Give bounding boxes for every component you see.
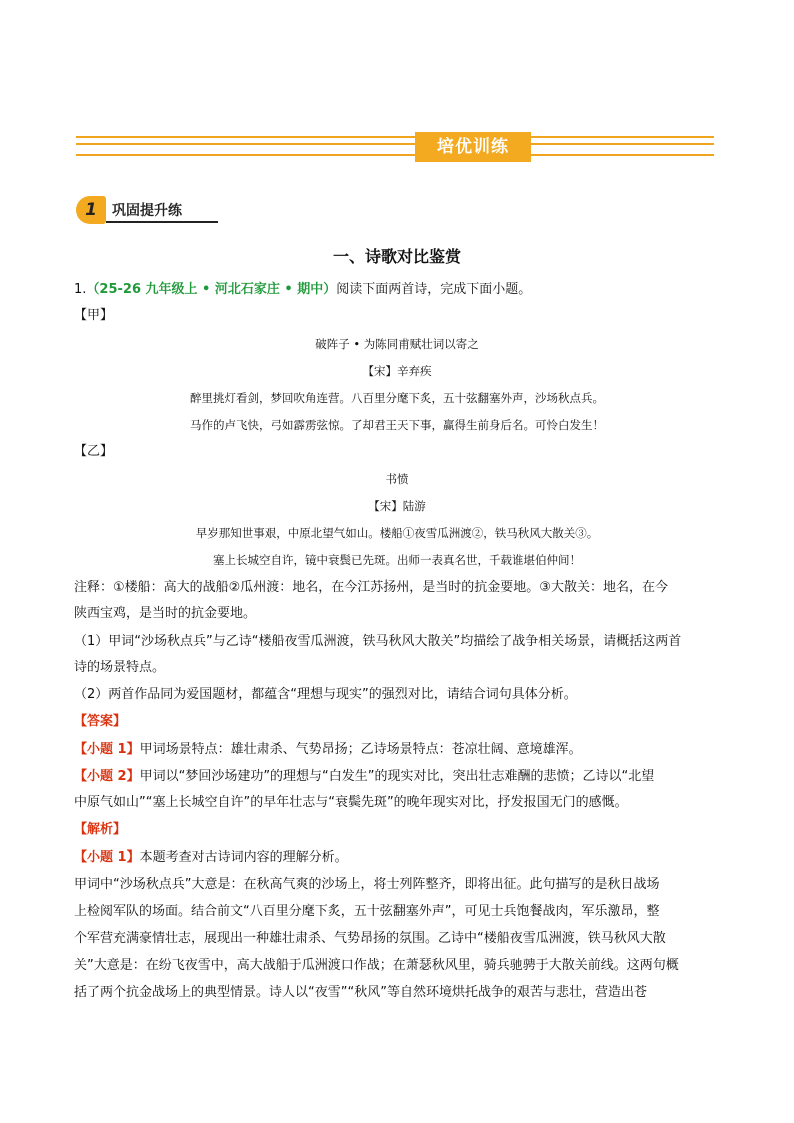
notes-line: 注释：①楼船：高大的战船②瓜州渡：地名，在今江苏扬州，是当时的抗金要地。③大散关：地名，在今	[74, 580, 668, 595]
answer-1-text: 甲词场景特点：雄壮肃杀、气势昂扬；乙诗场景特点：苍凉壮阔、意境雄浑。	[139, 742, 582, 757]
poem-b-author: 【宋】陆游	[368, 499, 426, 513]
poem-b-line: 塞上长城空自许，镜中衰鬓已先斑。出师一表真名世，千载谁堪伯仲间！	[213, 553, 581, 567]
analysis-paragraph-line: 个军营充满豪情壮志，展现出一种雄壮肃杀、气势昂扬的氛围。乙诗中“楼船夜雪瓜洲渡，铁马秋风大散	[74, 931, 666, 946]
sub-question-2: （2）两首作品同为爱国题材，都蕴含“理想与现实”的强烈对比，请结合词句具体分析。	[74, 687, 577, 702]
question-line	[74, 280, 531, 300]
answer-2-text: 甲词以“梦回沙场建功”的理想与“白发生”的现实对比，突出壮志难酬的悲愤；乙诗以“北望	[139, 769, 655, 784]
section-number: 1	[76, 196, 106, 224]
poem-a-author: 【宋】辛弃疾	[362, 364, 432, 378]
analysis-1	[74, 848, 348, 868]
question-source: （25-26 九年级上 • 河北石家庄 • 期中）	[86, 282, 337, 297]
banner-line	[76, 143, 714, 145]
banner	[76, 128, 714, 168]
notes-line: 陕西宝鸡，是当时的抗金要地。	[74, 606, 257, 621]
poem-a-marker: 【甲】	[74, 308, 114, 323]
analysis-1-text: 本题考查对古诗词内容的理解分析。	[139, 850, 348, 865]
poem-a-title: 破阵子 • 为陈同甫赋壮词以寄之	[315, 337, 479, 351]
poem-b-marker: 【乙】	[74, 444, 114, 459]
analysis-1-tag: 【小题 1】	[74, 850, 140, 865]
analysis-paragraph-line: 关”大意是：在纷飞夜雪中，高大战船于瓜洲渡口作战；在萧瑟秋风里，骑兵驰骋于大散关前线。这两句概	[74, 958, 679, 973]
analysis-paragraph-line: 甲词中“沙场秋点兵”大意是：在秋高气爽的沙场上，将士列阵整齐，即将出征。此句描写的是秋日战场	[74, 877, 660, 892]
answer-2-tag: 【小题 2】	[74, 769, 140, 784]
question-prompt: 阅读下面两首诗，完成下面小题。	[336, 282, 532, 297]
question-number: 1.	[74, 282, 87, 297]
section-underline	[106, 221, 218, 223]
banner-line	[76, 136, 714, 138]
analysis-heading: 【解析】	[74, 822, 127, 837]
answer-2-cont: 中原气如山”“塞上长城空自许”的早年壮志与“衰鬓先斑”的晚年现实对比，抒发报国无门的感慨。	[74, 795, 628, 810]
poem-b-line: 早岁那知世事艰，中原北望气如山。楼船①夜雪瓜洲渡②，铁马秋风大散关③。	[195, 526, 599, 540]
section-label: 巩固提升练	[112, 203, 182, 219]
poem-a-line: 马作的卢飞快，弓如霹雳弦惊。了却君王天下事，赢得生前身后名。可怜白发生！	[190, 418, 604, 432]
poem-a-line: 醉里挑灯看剑，梦回吹角连营。八百里分麾下炙，五十弦翻塞外声，沙场秋点兵。	[190, 391, 604, 405]
section-heading	[76, 196, 218, 224]
poem-b-title: 书愤	[385, 472, 409, 486]
page-title: 一、诗歌对比鉴赏	[332, 247, 461, 266]
banner-line	[76, 154, 714, 156]
sub-question-1: （1）甲词“沙场秋点兵”与乙诗“楼船夜雪瓜洲渡，铁马秋风大散关”均描绘了战争相关场景，请概括这两首	[74, 634, 682, 649]
analysis-paragraph-line: 括了两个抗金战场上的典型情景。诗人以“夜雪”“秋风”等自然环境烘托战争的艰苦与悲壮，营造出苍	[74, 985, 647, 1000]
answer-heading: 【答案】	[74, 714, 127, 729]
analysis-paragraph-line: 上检阅军队的场面。结合前文“八百里分麾下炙，五十弦翻塞外声”，可见士兵饱餐战肉，军乐激昂，整	[74, 904, 660, 919]
answer-1	[74, 740, 582, 760]
sub-question-1-cont: 诗的场景特点。	[74, 660, 166, 675]
answer-2	[74, 767, 654, 787]
banner-label: 培优训练	[415, 132, 531, 162]
answer-1-tag: 【小题 1】	[74, 742, 140, 757]
